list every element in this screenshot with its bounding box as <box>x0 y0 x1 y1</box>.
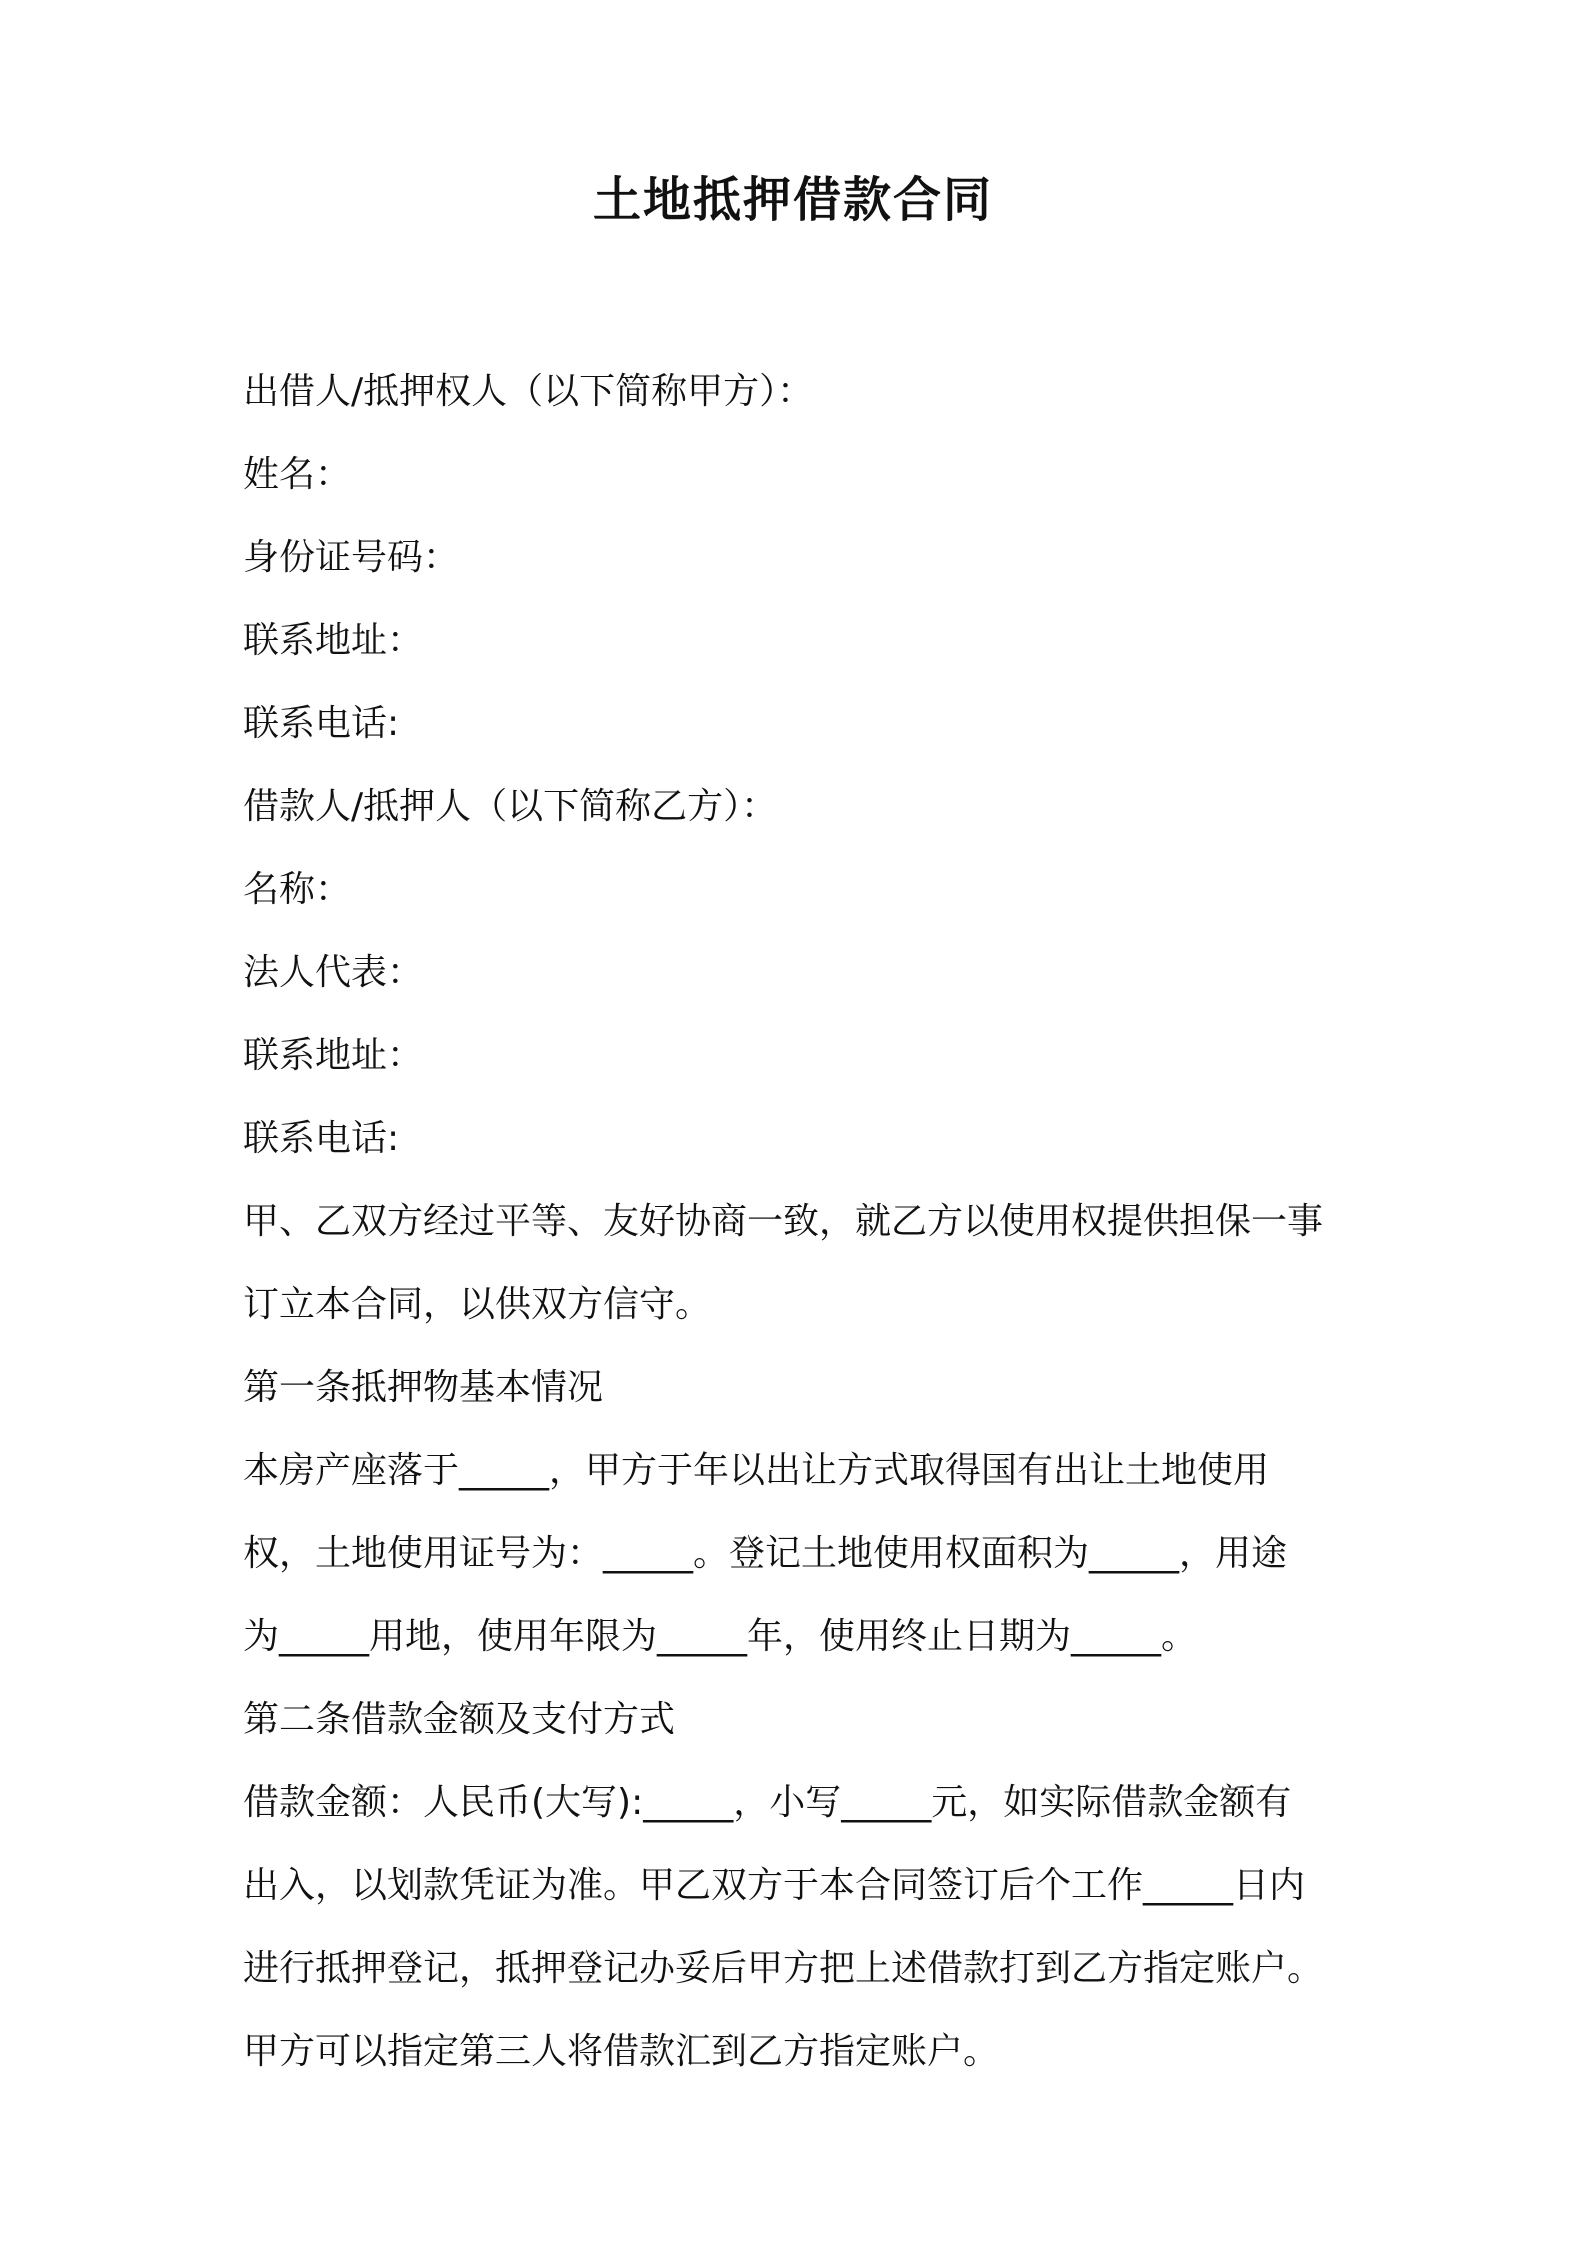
lender-phone-field: 联系电话: <box>243 703 400 744</box>
article-1-text-line-3: 为_____用地，使用年限为_____年，使用终止日期为_____。 <box>243 1616 1198 1657</box>
article-2-text-line-2: 出入，以划款凭证为准。甲乙双方于本合同签订后个工作_____日内 <box>243 1865 1306 1906</box>
article-2-text-line-4: 甲方可以指定第三人将借款汇到乙方指定账户。 <box>243 2031 1000 2072</box>
lender-id-field: 身份证号码： <box>243 537 460 578</box>
borrower-legal-rep-field: 法人代表： <box>243 952 424 993</box>
article-2-heading: 第二条借款金额及支付方式 <box>243 1699 676 1740</box>
preamble-line-1: 甲、乙双方经过平等、友好协商一致，就乙方以使用权提供担保一事 <box>243 1201 1324 1242</box>
article-1-text-line-1: 本房产座落于_____，甲方于年以出让方式取得国有出让土地使用 <box>243 1450 1270 1491</box>
borrower-heading: 借款人/抵押人（以下简称乙方）： <box>243 786 778 827</box>
lender-heading: 出借人/抵押权人（以下简称甲方）： <box>243 371 814 412</box>
borrower-address-field: 联系地址： <box>243 1035 424 1076</box>
document-title: 土地抵押借款合同 <box>592 172 993 228</box>
article-1-text-line-2: 权，土地使用证号为：_____。登记土地使用权面积为_____，用途 <box>243 1533 1288 1574</box>
article-1-heading: 第一条抵押物基本情况 <box>243 1367 604 1408</box>
borrower-phone-field: 联系电话: <box>243 1118 400 1159</box>
lender-name-field: 姓名： <box>243 454 352 495</box>
preamble-line-2: 订立本合同，以供双方信守。 <box>243 1284 712 1325</box>
borrower-name-field: 名称： <box>243 869 352 910</box>
article-2-text-line-1: 借款金额：人民币(大写):_____，小写_____元，如实际借款金额有 <box>243 1782 1292 1823</box>
lender-address-field: 联系地址： <box>243 620 424 661</box>
article-2-text-line-3: 进行抵押登记，抵押登记办妥后甲方把上述借款打到乙方指定账户。 <box>243 1948 1324 1989</box>
